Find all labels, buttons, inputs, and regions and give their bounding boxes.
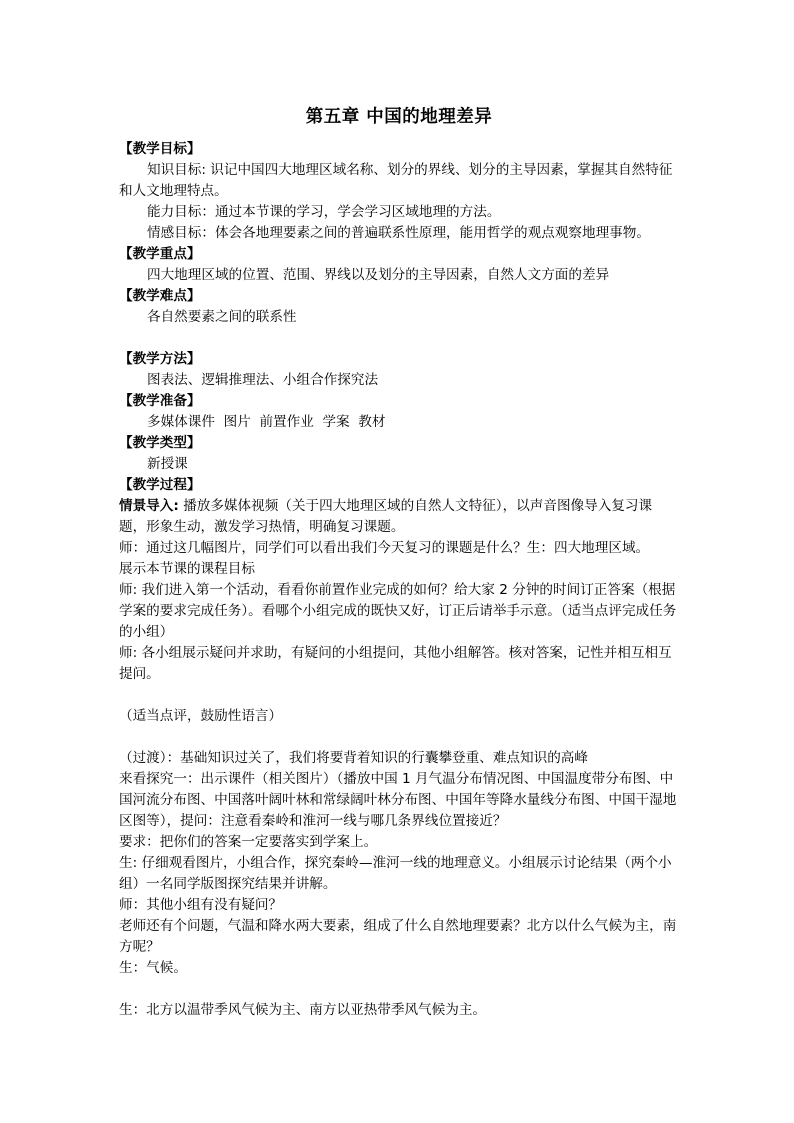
methods-text: 图表法、逻辑推理法、小组合作探究法 [147, 372, 379, 388]
process-paragraph-10: 师：其他小组有没有疑问？ [119, 897, 283, 913]
heading-process: 【教学过程】 [119, 477, 201, 493]
key-points-text: 四大地理区域的位置、范围、界线以及划分的主导因素，自然人文方面的差异 [147, 267, 610, 283]
lesson-type-text: 新授课 [147, 456, 188, 472]
process-paragraph-12: 生：气候。 [119, 960, 187, 976]
process-paragraph-3: 师: 我们进入第一个活动，看看你前置作业完成的如何？给大家 2 分钟的时间订正答案（根据学案的要求完成任务）。看哪个小组完成的既快又好，订正后请举手示意。（适当点评完成任务的小组） [119, 582, 677, 640]
objective-knowledge: 知识目标: 识记中国四大地理区域名称、划分的界线、划分的主导因素，掌握其自然特征和人文地理特点。 [119, 162, 673, 199]
intro-label: 情景导入: [119, 498, 179, 514]
objective-emotion: 情感目标：体会各地理要素之间的普遍联系性原理，能用哲学的观点观察地理事物。 [147, 225, 650, 241]
process-paragraph-8: 要求：把你们的答案一定要落实到学案上。 [119, 834, 378, 850]
intro-text: 播放多媒体视频（关于四大地理区域的自然人文特征），以声音图像导入复习课题，形象生动，激发学习热情，明确复习课题。 [119, 498, 653, 535]
process-paragraph-4: 师: 各小组展示疑问并求助，有疑问的小组提问，其他小组解答。核对答案，记性并相互相互提问。 [119, 645, 672, 682]
blank-line [119, 727, 679, 748]
heading-key-points: 【教学重点】 [119, 246, 201, 262]
heading-lesson-type: 【教学类型】 [119, 435, 201, 451]
blank-line [119, 979, 679, 1000]
process-paragraph-11: 老师还有个问题，气温和降水两大要素，组成了什么自然地理要素？北方以什么气候为主，南方呢？ [119, 918, 677, 955]
process-paragraph-13: 生：北方以温带季风气候为主、南方以亚热带季风气候为主。 [119, 1002, 487, 1018]
process-intro [119, 496, 679, 538]
process-paragraph-2: 展示本节课的课程目标 [119, 561, 255, 577]
preparation-text: 多媒体课件 图片 前置作业 学案 教材 [147, 414, 386, 430]
heading-difficulties: 【教学难点】 [119, 288, 201, 304]
process-paragraph-7: 来看探究一：出示课件（相关图片）（播放中国 1 月气温分布情况图、中国温度带分布图、中国河流分布图、中国落叶阔叶林和常绿阔叶林分布图、中国年等降水量线分布图、中国干湿地区图等），提问：注意看秦岭和淮河一线与哪几条界线位置接近？ [119, 771, 677, 829]
process-paragraph-5: （适当点评，鼓励性语言） [119, 708, 283, 724]
process-paragraph-9: 生: 仔细观看图片，小组合作，探究秦岭—淮河一线的地理意义。小组展示讨论结果（两个小组）一名同学版图探究结果并讲解。 [119, 855, 672, 892]
blank-line [119, 685, 679, 706]
objective-ability: 能力目标：通过本节课的学习，学会学习区域地理的方法。 [147, 204, 501, 220]
blank-line [119, 328, 679, 349]
document-content [119, 104, 679, 1021]
process-paragraph-6: （过渡）：基础知识过关了，我们将要背着知识的行囊攀登重、难点知识的高峰 [119, 750, 588, 766]
heading-objectives: 【教学目标】 [119, 141, 201, 157]
difficulties-text: 各自然要素之间的联系性 [147, 309, 297, 325]
page-title: 第五章 中国的地理差异 [305, 107, 493, 127]
heading-methods: 【教学方法】 [119, 351, 201, 367]
heading-preparation: 【教学准备】 [119, 393, 201, 409]
process-paragraph-1: 师：通过这几幅图片，同学们可以看出我们今天复习的课题是什么？生：四大地理区域。 [119, 540, 650, 556]
